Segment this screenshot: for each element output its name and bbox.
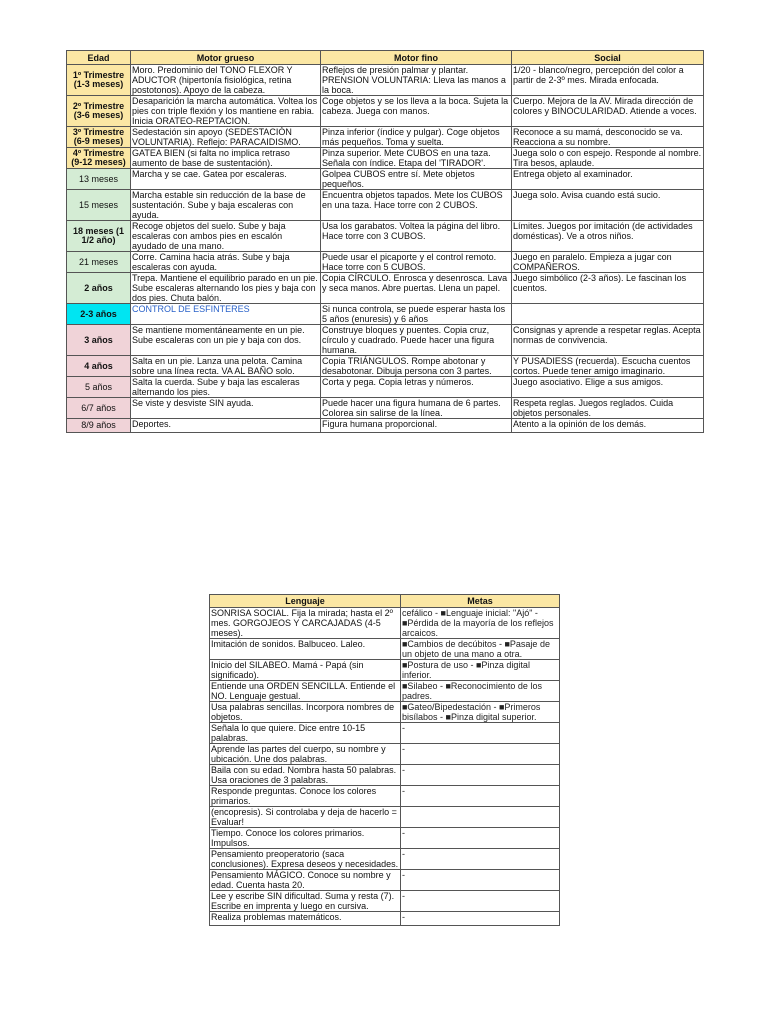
language-table [209, 594, 560, 926]
metas-cell: - [401, 828, 560, 849]
table-row [210, 870, 560, 891]
table-row [210, 608, 560, 639]
table-row [210, 681, 560, 702]
social-cell: 1/20 - blanco/negro, percepción del color a partir de 2-3º mes. Mirada enfocada. [512, 65, 704, 96]
motor-grueso-cell: Se mantiene momentáneamente en un pie. Sube escaleras con un pie y baja con dos. [131, 325, 321, 356]
lenguaje-cell: Pensamiento MÁGICO. Conoce su nombre y edad. Cuenta hasta 20. [210, 870, 401, 891]
social-cell: Juega solo. Avisa cuando está sucio. [512, 190, 704, 221]
lenguaje-cell: Entiende una ORDEN SENCILLA. Entiende el NO. Lenguaje gestual. [210, 681, 401, 702]
metas-cell: ■Cambios de decúbitos - ■Pasaje de un objeto de una mano a otra. [401, 639, 560, 660]
table-row [67, 169, 704, 190]
metas-cell: - [401, 870, 560, 891]
social-cell: Juego asociativo. Elige a sus amigos. [512, 377, 704, 398]
table-row [210, 765, 560, 786]
motor-grueso-cell: Salta en un pie. Lanza una pelota. Camina sobre una línea recta. VA AL BAÑO solo. [131, 356, 321, 377]
motor-grueso-cell: Marcha y se cae. Gatea por escaleras. [131, 169, 321, 190]
table-row [210, 660, 560, 681]
age-cell: 6/7 años [67, 398, 131, 419]
metas-cell: - [401, 912, 560, 926]
table-row [67, 419, 704, 433]
motor-grueso-cell: Corre. Camina hacia atrás. Sube y baja escaleras con ayuda. [131, 252, 321, 273]
motor-fino-cell: Copia TRIÁNGULOS. Rompe abotonar y desabotonar. Dibuja persona con 3 partes. [321, 356, 512, 377]
social-cell: Respeta reglas. Juegos reglados. Cuida objetos personales. [512, 398, 704, 419]
age-cell: 3º Trimestre (6-9 meses) [67, 127, 131, 148]
social-cell: Entrega objeto al examinador. [512, 169, 704, 190]
lenguaje-cell: Señala lo que quiere. Dice entre 10-15 palabras. [210, 723, 401, 744]
motor-grueso-cell: GATEA BIEN (si falta no implica retraso aumento de base de sustentación). [131, 148, 321, 169]
motor-fino-cell: Puede hacer una figura humana de 6 partes. Colorea sin salirse de la línea. [321, 398, 512, 419]
social-cell: Consignas y aprende a respetar reglas. Acepta normas de convivencia. [512, 325, 704, 356]
age-cell: 21 meses [67, 252, 131, 273]
motor-grueso-cell: Sedestación sin apoyo (SEDESTACIÓN VOLUNTARIA). Reflejo: PARACAIDISMO. [131, 127, 321, 148]
age-cell: 4º Trimestre (9-12 meses) [67, 148, 131, 169]
age-cell: 15 meses [67, 190, 131, 221]
social-cell: Cuerpo. Mejora de la AV. Mirada dirección de colores y BINOCULARIDAD. Atiende a voces. [512, 96, 704, 127]
lenguaje-cell: Inicio del SILABEO. Mamá - Papá (sin significado). [210, 660, 401, 681]
motor-fino-cell: Usa los garabatos. Voltea la página del libro. Hace torre con 3 CUBOS. [321, 221, 512, 252]
header-motor-fino: Motor fino [321, 51, 512, 65]
table-row [67, 325, 704, 356]
table-row [67, 252, 704, 273]
motor-fino-cell: Copia CÍRCULO. Enrosca y desenrosca. Lava y seca manos. Abre puertas. Llena un papel. [321, 273, 512, 304]
social-cell: Atento a la opinión de los demás. [512, 419, 704, 433]
header-edad: Edad [67, 51, 131, 65]
table-row [67, 190, 704, 221]
social-cell: Juega solo o con espejo. Responde al nombre. Tira besos, aplaude. [512, 148, 704, 169]
motor-fino-cell: Encuentra objetos tapados. Mete los CUBOS en una taza. Hace torre con 2 CUBOS. [321, 190, 512, 221]
table-row [67, 148, 704, 169]
social-cell: Límites. Juegos por imitación (de actividades domésticas). Ve a otros niños. [512, 221, 704, 252]
motor-fino-cell: Figura humana proporcional. [321, 419, 512, 433]
motor-grueso-cell: Se viste y desviste SIN ayuda. [131, 398, 321, 419]
lenguaje-cell: Imitación de sonidos. Balbuceo. Laleo. [210, 639, 401, 660]
table-row [210, 807, 560, 828]
age-cell: 5 años [67, 377, 131, 398]
lenguaje-cell: Realiza problemas matemáticos. [210, 912, 401, 926]
lenguaje-cell: Tiempo. Conoce los colores primarios. Impulsos. [210, 828, 401, 849]
metas-cell: - [401, 723, 560, 744]
lenguaje-cell: Baila con su edad. Nombra hasta 50 palabras. Usa oraciones de 3 palabras. [210, 765, 401, 786]
table-row [67, 273, 704, 304]
table-row [67, 398, 704, 419]
metas-cell [401, 807, 560, 828]
motor-fino-cell: Construye bloques y puentes. Copia cruz, círculo y cuadrado. Puede hacer una figura humana. [321, 325, 512, 356]
lenguaje-cell: Pensamiento preoperatorio (saca conclusiones). Expresa deseos y necesidades. [210, 849, 401, 870]
table-row [67, 221, 704, 252]
motor-fino-cell: Reflejos de presión palmar y plantar. PRENSION VOLUNTARIA: Lleva las manos a la boca. [321, 65, 512, 96]
age-cell: 2 años [67, 273, 131, 304]
motor-grueso-cell: Salta la cuerda. Sube y baja las escaleras alternando los pies. [131, 377, 321, 398]
table-row [210, 891, 560, 912]
metas-cell: - [401, 744, 560, 765]
motor-fino-cell: Coge objetos y se los lleva a la boca. Sujeta la cabeza. Juega con manos. [321, 96, 512, 127]
metas-cell: ■Gateo/Bipedestación - ■Primeros bisílabos - ■Pinza digital superior. [401, 702, 560, 723]
header-lenguaje: Lenguaje [210, 595, 401, 608]
table-row [210, 828, 560, 849]
table-row [67, 65, 704, 96]
metas-cell: cefálico - ■Lenguaje inicial: "Ajó" - ■Pérdida de la mayoría de los reflejos arcaicos. [401, 608, 560, 639]
motor-fino-cell: Pinza inferior (índice y pulgar). Coge objetos más pequeños. Toma y suelta. [321, 127, 512, 148]
table-row [67, 127, 704, 148]
header-motor-grueso: Motor grueso [131, 51, 321, 65]
table-row [67, 356, 704, 377]
lenguaje-cell: Lee y escribe SIN dificultad. Suma y resta (7). Escribe en imprenta y luego en cursiva. [210, 891, 401, 912]
table-row [210, 849, 560, 870]
table-row [67, 377, 704, 398]
motor-grueso-cell: Trepa. Mantiene el equilibrio parado en un pie. Sube escaleras alternando los pies y baja con dos pies. Chuta balón. [131, 273, 321, 304]
motor-fino-cell: Pinza superior. Mete CUBOS en una taza. Señala con índice. Etapa del 'TIRADOR'. [321, 148, 512, 169]
lenguaje-cell: SONRISA SOCIAL. Fija la mirada; hasta el 2º mes. GORGOJEOS Y CARCAJADAS (4-5 meses). [210, 608, 401, 639]
age-cell: 3 años [67, 325, 131, 356]
motor-grueso-cell: Desaparición la marcha automática. Voltea los pies con triple flexión y los mantiene en rabia. Inicia ORATEO-REPTACION. [131, 96, 321, 127]
table-row [210, 744, 560, 765]
lenguaje-cell: Responde preguntas. Conoce los colores primarios. [210, 786, 401, 807]
motor-grueso-cell: CONTROL DE ESFINTERES [131, 304, 321, 325]
table-row [210, 702, 560, 723]
age-cell: 18 meses (1 1/2 año) [67, 221, 131, 252]
metas-cell: ■Silabeo - ■Reconocimiento de los padres. [401, 681, 560, 702]
motor-fino-cell: Puede usar el picaporte y el control remoto. Hace torre con 5 CUBOS. [321, 252, 512, 273]
social-cell: Reconoce a su mamá, desconocido se va. Reacciona a su nombre. [512, 127, 704, 148]
social-cell: Juego simbólico (2-3 años). Le fascinan los cuentos. [512, 273, 704, 304]
age-cell: 4 años [67, 356, 131, 377]
metas-cell: ■Postura de uso - ■Pinza digital inferior. [401, 660, 560, 681]
table-row [210, 912, 560, 926]
metas-cell: - [401, 891, 560, 912]
age-cell: 8/9 años [67, 419, 131, 433]
table-header-row [67, 51, 704, 65]
social-cell: Juego en paralelo. Empieza a jugar con COMPAÑEROS. [512, 252, 704, 273]
motor-grueso-cell: Marcha estable sin reducción de la base de sustentación. Sube y baja escaleras con ayuda. [131, 190, 321, 221]
table-row [67, 304, 704, 325]
metas-cell: - [401, 765, 560, 786]
table-header-row [210, 595, 560, 608]
motor-grueso-cell: Recoge objetos del suelo. Sube y baja escaleras con ambos pies en escalón ayudado de una mano. [131, 221, 321, 252]
lenguaje-cell: (encopresis). Si controlaba y deja de hacerlo = Evaluar! [210, 807, 401, 828]
social-cell: Y PUSADIESS (recuerda). Escucha cuentos cortos. Puede tener amigo imaginario. [512, 356, 704, 377]
lenguaje-cell: Aprende las partes del cuerpo, su nombre y ubicación. Une dos palabras. [210, 744, 401, 765]
table-row [67, 96, 704, 127]
metas-cell: - [401, 786, 560, 807]
motor-fino-cell: Corta y pega. Copia letras y números. [321, 377, 512, 398]
motor-fino-cell: Golpea CUBOS entre sí. Mete objetos pequeños. [321, 169, 512, 190]
header-social: Social [512, 51, 704, 65]
age-cell: 1º Trimestre (1-3 meses) [67, 65, 131, 96]
lenguaje-cell: Usa palabras sencillas. Incorpora nombres de objetos. [210, 702, 401, 723]
table-row [210, 786, 560, 807]
social-cell [512, 304, 704, 325]
age-cell: 13 meses [67, 169, 131, 190]
age-cell: 2-3 años [67, 304, 131, 325]
motor-fino-cell: Si nunca controla, se puede esperar hasta los 5 años (enuresis) y 6 años [321, 304, 512, 325]
header-metas: Metas [401, 595, 560, 608]
metas-cell: - [401, 849, 560, 870]
age-cell: 2º Trimestre (3-6 meses) [67, 96, 131, 127]
motor-grueso-cell: Deportes. [131, 419, 321, 433]
development-table [66, 50, 704, 433]
motor-grueso-cell: Moro. Predominio del TONO FLEXOR Y ADUCTOR (hipertonía fisiológica, retina postotonos). Apoyo de la cabeza. [131, 65, 321, 96]
table-row [210, 639, 560, 660]
table-row [210, 723, 560, 744]
